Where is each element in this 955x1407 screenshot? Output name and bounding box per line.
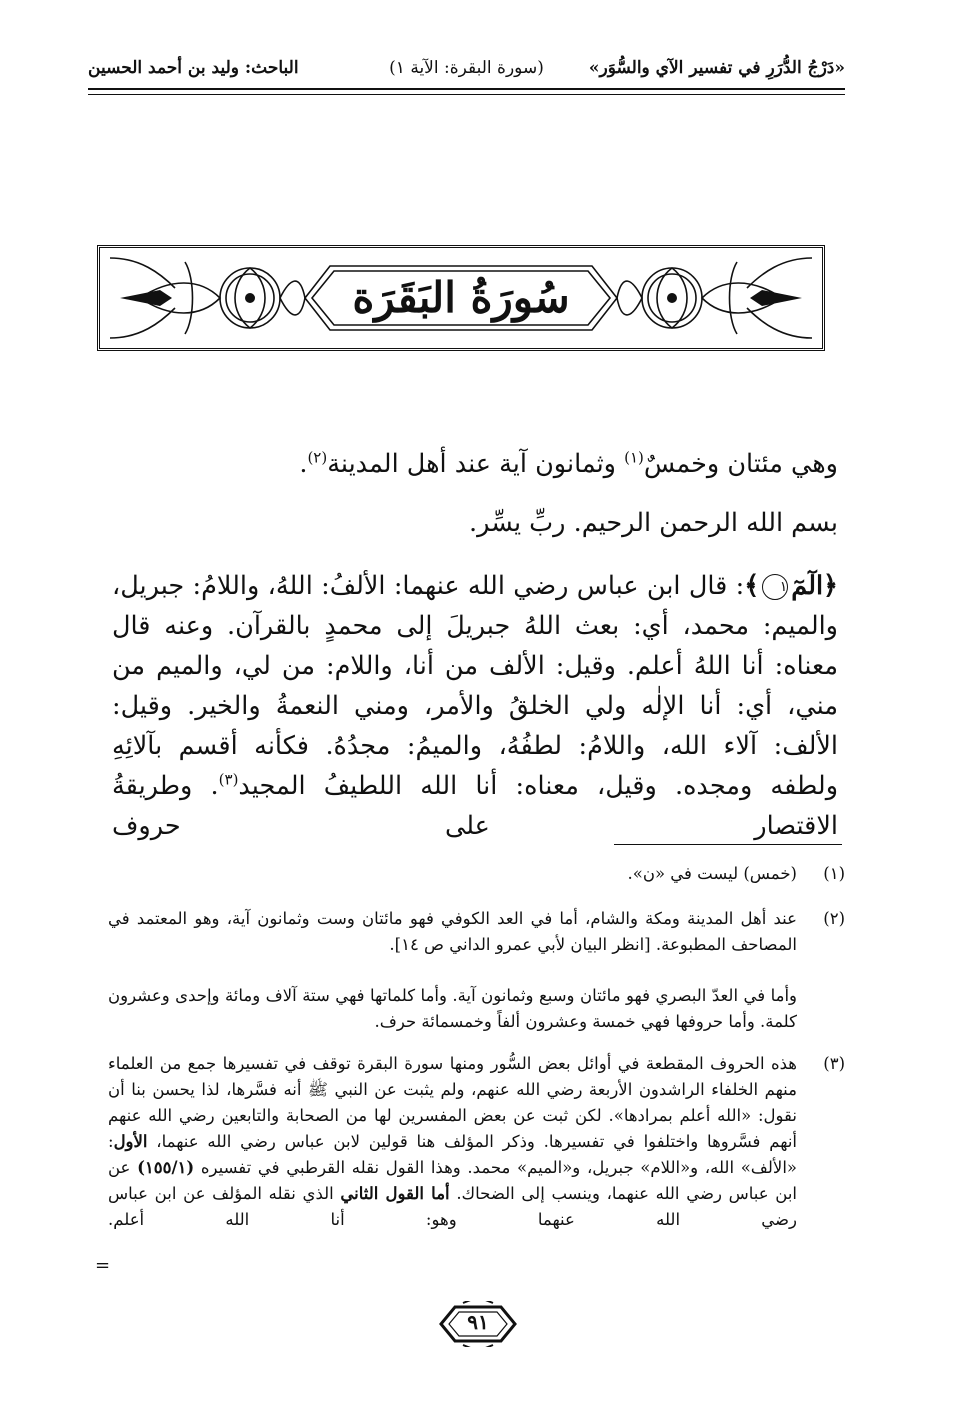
footnote-3 — [108, 1051, 845, 1233]
footnote-ref-1: (١) — [624, 448, 644, 467]
footnote-2-continued — [108, 983, 845, 1035]
book-title: «دَرْجُ الدُّرَرِ في تفسير الآي والسُّوَر» — [588, 58, 845, 78]
intro-text-end: . — [299, 449, 308, 479]
footnote-ref-2: (٢) — [307, 448, 328, 467]
footnote-3-part1: هذه الحروف المقطعة في أوائل بعض السُّور ومنها سورة البقرة توقف في تفسيرها جمع من العلماء منهم الخلفاء الراشدون الأربعة رضي الله عنهم، ولم يثبت عن النبي ﷺ أنه فسَّرها، لذا يحسن بنا أن نقول: «الله أعلم بمرادها». لكن ثبت عن بعض المفسرين لها من الصحابة والتابعين رضي الله عنهم أنهم فسَّروها واختلفوا في تفسيرها. وذكر المؤلف هنا قولين لابن عباس رضي الله عنهما، — [108, 1054, 797, 1151]
footnote-1-text: (خمس) ليست في «ن». — [627, 864, 797, 883]
author-name: الباحث: وليد بن أحمد الحسين — [88, 58, 299, 78]
footnote-3-part3: عن ابن عباس رضي الله عنهما، وينسب إلى الضحاك. — [108, 1158, 797, 1203]
footnote-ref-3: (٣) — [218, 770, 239, 789]
aya-number-marker: ١ — [762, 574, 788, 600]
page-number: ٩١ — [467, 1310, 489, 1334]
commentary-paragraph — [112, 566, 838, 846]
basmala-paragraph — [112, 503, 838, 543]
footnote-separator — [614, 844, 842, 845]
footnote-1 — [108, 861, 845, 887]
intro-paragraph — [112, 444, 838, 484]
footnote-3-number: (٣) — [823, 1054, 845, 1073]
footnote-3-part4: الذي نقله المؤلف عن ابن عباس رضي الله عنهما وهو: أنا الله أعلم. — [108, 1184, 797, 1229]
footnote-1-number: (١) — [823, 864, 845, 883]
footnote-3-part2: : «الألف» الله، و«اللام» جبريل، و«الميم» محمد. وهذا القول نقله القرطبي في تفسيره — [108, 1132, 797, 1177]
continuation-mark: = — [95, 1255, 111, 1276]
intro-text-middle: وثمانون آية عند أهل المدينة — [327, 449, 625, 479]
basmala-text: بسم الله الرحمن الرحيم. ربِّ يسِّر. — [469, 508, 838, 538]
footnote-3-text — [108, 1051, 797, 1233]
aya-close: ﴾ — [744, 571, 760, 601]
verse-location: (سورة البقرة: الآية ١) — [389, 58, 544, 78]
footnote-2-text-b: وأما في العدّ البصري فهو مائتان وسبع وثمانون آية. وأما كلماتها فهي ستة آلاف ومائة وإحدى وعشرون كلمة. وأما حروفها فهي خمسة وعشرون ألفاً وخمسمائة حرف. — [108, 986, 797, 1031]
header-rule-thick — [88, 88, 845, 90]
footnote-3-first-label: الأول — [113, 1132, 148, 1151]
surah-banner — [97, 245, 825, 351]
footnote-3-citation: (١٥٥/١) — [137, 1158, 195, 1177]
header-rule-thin — [88, 94, 845, 95]
page-number-ornament — [433, 1301, 523, 1347]
surah-title: سُورَةُ البَقَرَة — [352, 273, 570, 322]
footnote-2-text: عند أهل المدينة ومكة والشام، أما في العد الكوفي فهو مائتان وست وثمانون آية، وهو المعتمد في المصاحف المطبوعة. [انظر البيان لأبي عمرو الداني ص ١٤]. — [108, 909, 797, 954]
intro-text-start: وهي مئتان وخمسٌ — [643, 449, 838, 479]
commentary-text-end: . وطريقةُ الاقتصار على حروف — [112, 771, 838, 841]
footnote-2-number: (٢) — [823, 909, 845, 928]
aya-open: ﴿الٓمٓ — [791, 571, 838, 601]
running-header — [88, 58, 845, 84]
footnote-3-second-label: أما القول الثاني — [340, 1184, 450, 1203]
commentary-text: : قال ابن عباس رضي الله عنهما: الألفُ: اللهُ، واللامُ: جبريل، والميم: محمد، أي: بعث اللهُ جبريلَ إلى محمدٍ بالقرآن. وعنه قال معناه: أنا اللهُ أعلم. وقيل: الألف من أنا، واللام: من لي، والميم من مني، أي: أنا الإلٰه ولي الخلقُ والأمر، ومني النعمةُ والخير. وقيل: الألف: آلاء الله، واللامُ: لطفُهُ، والميمُ: مجدُهُ. فكأنه أقسم بآلائِهِ ولطفه ومجده. وقيل، معناه: أنا الله اللطيفُ المجيد — [112, 571, 839, 801]
footnote-2 — [108, 906, 845, 958]
